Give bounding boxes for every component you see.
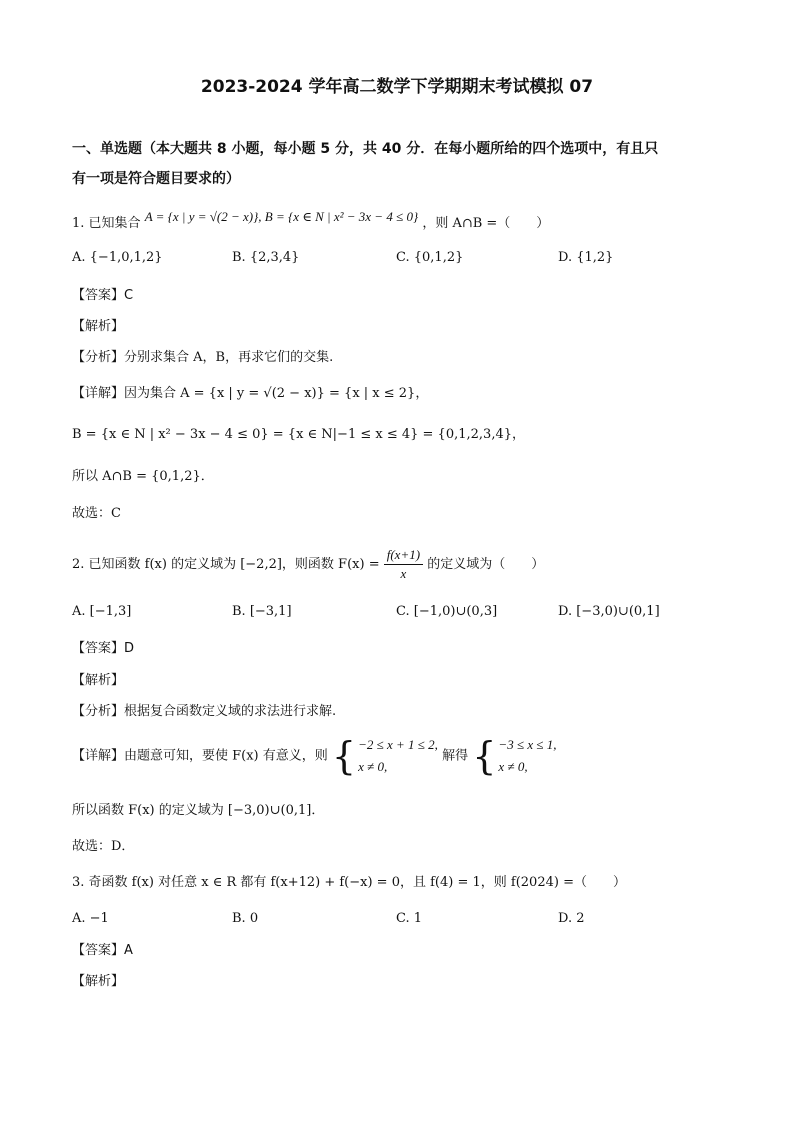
q3-stem: 3. 奇函数 f(x) 对任意 x ∈ R 都有 f(x+12) + f(−x) = 0，且 f(4) = 1，则 f(2024) =（ ） [72,875,626,890]
q2-detail-prefix: 【详解】由题意可知，要使 F(x) 有意义，则 [72,748,328,764]
q2-stem [72,546,544,583]
q2-system-1-line-2: x ≠ 0, [358,759,388,774]
q1-answer: 【答案】C [72,288,134,303]
q2-system-1-brace: { [331,734,357,778]
q2-system-2-line-2: x ≠ 0, [498,759,528,774]
q1-suffix: ，则 A∩B =（ ） [422,216,550,231]
q2-system-1-line-1: −2 ≤ x + 1 ≤ 2, [358,737,438,752]
q2-option-d: D. [−3,0)∪(0,1] [558,604,660,619]
q3-option-b: B. 0 [232,911,259,926]
q1-set-a: A = {x | y = √(2 − x)} [144,209,259,224]
q3-option-d: D. 2 [558,911,585,926]
q2-answer: 【答案】D [72,641,135,656]
q2-option-a: A. [−1,3] [72,604,132,619]
q3-answer: 【答案】A [72,943,133,958]
section-heading-line2: 有一项是符合题目要求的） [72,171,240,187]
q1-option-c: C. {0,1,2} [396,250,464,265]
q1-set-b: , B = {x ∈ N | x² − 3x − 4 ≤ 0} [258,209,419,224]
q2-system-2-brace: { [472,734,497,778]
q3-option-a: A. −1 [72,911,109,926]
q2-choose: 故选：D． [72,839,135,854]
q1-detail-2: B = {x ∈ N | x² − 3x − 4 ≤ 0} = {x ∈ N|−1 ≤ x ≤ 4} = {0,1,2,3,4}， [72,427,525,442]
q2-suffix: 的定义域为（ ） [427,557,545,572]
q1-option-b: B. {2,3,4} [232,250,300,265]
q3-analysis-label: 【解析】 [72,974,125,989]
q1-analysis-label: 【解析】 [72,319,125,334]
q1-choose: 故选：C [72,506,121,521]
q1-fenxi: 【分析】分别求集合 A，B，再求它们的交集. [72,350,334,365]
q1-detail-3: 所以 A∩B = {0,1,2}． [72,469,214,484]
q2-system-2 [498,734,556,778]
q2-detail-2: 所以函数 F(x) 的定义域为 [−3,0)∪(0,1]． [72,803,325,818]
q1-option-a: A. {−1,0,1,2} [72,250,163,265]
q2-detail-mid: 解得 [442,748,469,764]
q1-prefix: 1. 已知集合 [72,216,141,231]
q1-option-d: D. {1,2} [558,250,614,265]
q2-fraction [384,546,423,583]
q1-stem [72,209,550,233]
section-heading-line1: 一、单选题（本大题共 8 小题，每小题 5 分，共 40 分．在每小题所给的四个选项中，有且只 [72,141,659,157]
q2-system-2-line-1: −3 ≤ x ≤ 1, [498,737,557,752]
q2-frac-numerator: f(x+1) [384,546,423,565]
q3-option-c: C. 1 [396,911,423,926]
page-title: 2023-2024 学年高二数学下学期期末考试模拟 07 [200,77,594,97]
q2-option-c: C. [−1,0)∪(0,3] [396,604,498,619]
q2-option-b: B. [−3,1] [232,604,292,619]
q1-detail-1: 【详解】因为集合 A = {x | y = √(2 − x)} = {x | x ≤ 2}， [72,386,429,401]
q2-prefix: 2. 已知函数 f(x) 的定义域为 [−2,2]，则函数 F(x) = [72,557,380,572]
q2-frac-denominator: x [400,566,407,581]
q2-analysis-label: 【解析】 [72,673,125,688]
q2-fenxi: 【分析】根据复合函数定义域的求法进行求解. [72,704,337,719]
q2-detail [72,734,556,779]
q2-system-1 [358,734,438,778]
